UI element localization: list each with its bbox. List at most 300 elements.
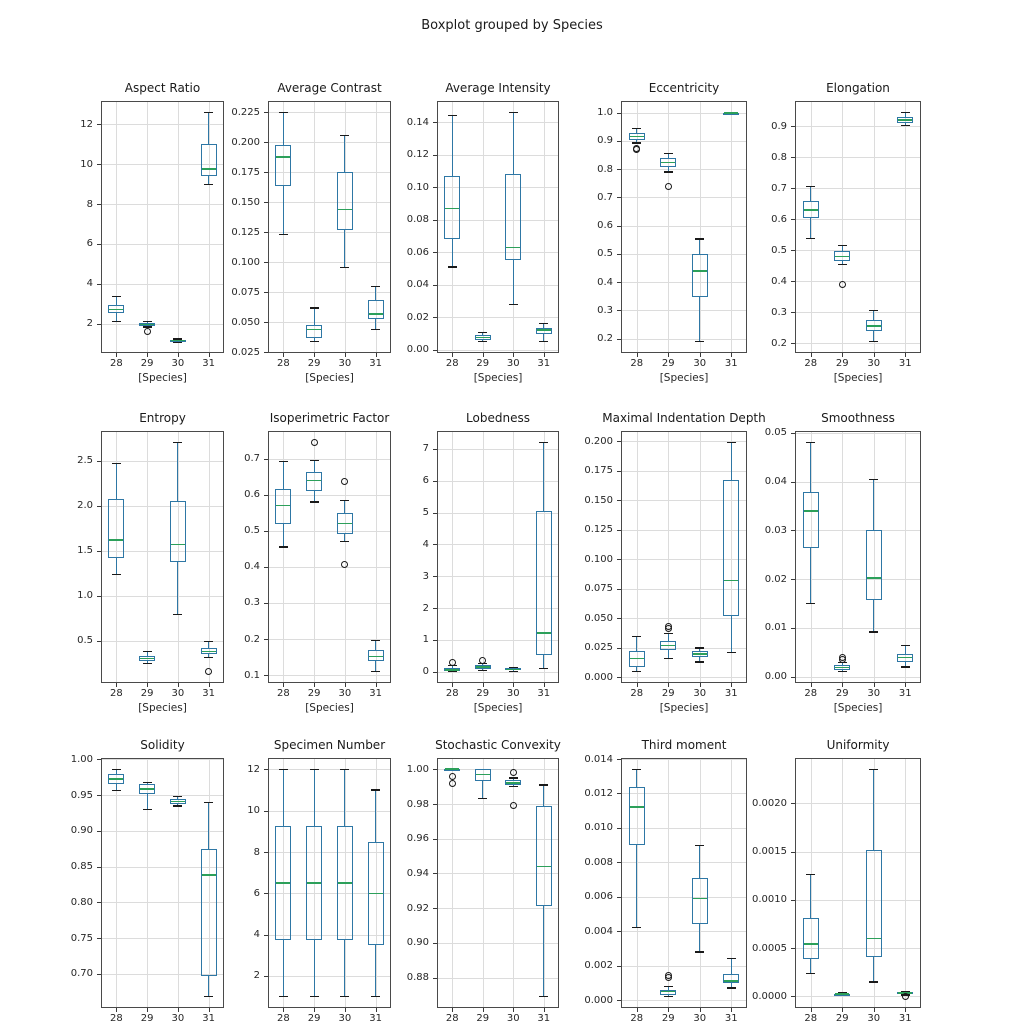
median-line: [804, 510, 818, 512]
whisker-cap: [664, 996, 673, 997]
whisker-cap: [539, 668, 548, 669]
whisker-cap: [478, 798, 487, 799]
whisker-cap: [371, 996, 380, 997]
y-tick-label: 0.8: [597, 163, 613, 175]
whisker-cap: [806, 186, 815, 187]
x-axis-label: [Species]: [473, 702, 523, 714]
whisker-cap: [279, 234, 288, 235]
whisker-line: [699, 924, 700, 952]
x-tick-label: 29: [307, 688, 321, 699]
box: [337, 172, 353, 230]
whisker-cap: [279, 996, 288, 997]
whisker-line: [375, 945, 376, 997]
x-tick-label: 31: [202, 688, 215, 699]
whisker-cap: [869, 341, 878, 342]
median-line: [369, 893, 383, 895]
box: [275, 489, 291, 523]
box: [108, 499, 124, 558]
x-tick-label: 30: [693, 1013, 707, 1024]
y-tick-label: 0.70: [70, 968, 93, 980]
x-tick-label: 30: [867, 1013, 881, 1024]
whisker-line: [873, 600, 874, 632]
median-line: [202, 874, 216, 876]
outlier-point: [449, 780, 456, 787]
median-line: [476, 337, 490, 339]
median-line: [202, 651, 216, 653]
median-line: [171, 340, 185, 342]
x-tick-label: 31: [537, 358, 551, 369]
whisker-cap: [448, 115, 457, 116]
whisker-line: [283, 769, 284, 826]
y-tick-label: 0.5: [77, 635, 93, 647]
whisker-cap: [632, 769, 641, 770]
y-tick-label: 6: [86, 238, 93, 250]
whisker-cap: [310, 769, 319, 770]
x-axis-label: [Species]: [659, 702, 709, 714]
median-line: [867, 577, 881, 579]
subplot-title: Smoothness: [821, 411, 895, 425]
box: [275, 145, 291, 186]
whisker-cap: [448, 671, 457, 672]
whisker-cap: [727, 987, 736, 988]
x-tick-label: 30: [171, 358, 185, 369]
outlier-point: [665, 183, 672, 190]
y-tick-label: 0.02: [406, 311, 429, 323]
y-tick-label: 0.85: [70, 861, 93, 873]
y-tick-label: 5: [422, 507, 429, 519]
y-tick-label: 0.98: [406, 798, 429, 810]
y-tick-label: 2: [253, 970, 260, 982]
whisker-cap: [632, 636, 641, 637]
y-tick-label: 6: [422, 475, 429, 487]
whisker-line: [375, 286, 376, 299]
y-tick-label: 0.3: [244, 597, 260, 609]
whisker-cap: [539, 442, 548, 443]
axes-frame: [795, 101, 921, 353]
median-line: [630, 136, 644, 138]
x-tick-label: 29: [661, 688, 675, 699]
whisker-cap: [340, 769, 349, 770]
x-tick-label: 30: [867, 358, 881, 369]
x-tick-label: 29: [476, 358, 490, 369]
y-tick-label: 0.4: [597, 276, 613, 288]
y-tick-label: 0.04: [764, 476, 787, 488]
x-tick-label: 30: [171, 1013, 185, 1024]
x-tick-label: 31: [202, 1013, 215, 1024]
whisker-line: [177, 562, 178, 614]
x-tick-label: 31: [898, 1013, 912, 1024]
whisker-cap: [632, 671, 641, 672]
y-tick-label: 0.050: [584, 612, 613, 624]
median-line: [804, 943, 818, 945]
whisker-cap: [279, 112, 288, 113]
whisker-line: [636, 845, 637, 928]
x-axis-label: [Species]: [305, 702, 354, 714]
whisker-line: [116, 558, 117, 574]
x-tick-label: 31: [537, 688, 551, 699]
y-tick-label: 0.14: [406, 116, 429, 128]
whisker-cap: [112, 321, 121, 322]
y-tick-label: 0.025: [584, 642, 613, 654]
y-tick-label: 0.12: [406, 149, 429, 161]
y-tick-label: 0.6: [771, 213, 787, 225]
subplot-title: Specimen Number: [273, 738, 386, 752]
whisker-cap: [695, 661, 704, 662]
whisker-line: [452, 239, 453, 267]
outlier-point: [341, 561, 348, 568]
whisker-cap: [632, 128, 641, 129]
axes-frame: [101, 101, 224, 353]
y-tick-label: 3: [422, 570, 429, 582]
x-tick-label: 31: [537, 1013, 551, 1024]
y-tick-label: 0.90: [70, 825, 93, 837]
y-tick-label: 0.5: [771, 244, 787, 256]
x-tick-label: 29: [307, 1013, 321, 1024]
whisker-cap: [869, 769, 878, 770]
whisker-cap: [279, 546, 288, 547]
median-line: [140, 788, 154, 790]
box: [803, 918, 819, 959]
whisker-cap: [869, 981, 878, 982]
whisker-cap: [112, 769, 121, 770]
y-tick-label: 0.004: [584, 925, 613, 937]
whisker-cap: [204, 657, 213, 658]
whisker-line: [810, 186, 811, 200]
whisker-cap: [695, 845, 704, 846]
whisker-cap: [806, 973, 815, 974]
y-tick-label: 0.75: [70, 932, 93, 944]
whisker-cap: [204, 184, 213, 185]
outlier-point: [341, 478, 348, 485]
y-tick-label: 0.7: [771, 182, 787, 194]
whisker-cap: [112, 790, 121, 791]
whisker-cap: [310, 460, 319, 461]
whisker-cap: [340, 267, 349, 268]
median-line: [661, 991, 675, 993]
whisker-line: [116, 297, 117, 306]
whisker-cap: [539, 323, 548, 324]
x-tick-label: 28: [630, 358, 644, 369]
y-tick-label: 0.150: [231, 196, 260, 208]
y-tick-label: 10: [247, 805, 260, 817]
y-tick-label: 0.010: [584, 822, 613, 834]
box: [306, 472, 322, 491]
whisker-line: [810, 548, 811, 603]
outlier-point: [449, 659, 456, 666]
x-tick-label: 30: [171, 688, 185, 699]
whisker-cap: [204, 996, 213, 997]
outlier-point: [510, 802, 517, 809]
whisker-line: [375, 790, 376, 842]
whisker-cap: [664, 658, 673, 659]
y-tick-label: 4: [253, 929, 260, 941]
whisker-cap: [695, 647, 704, 648]
outlier-point: [311, 439, 318, 446]
y-tick-label: 0.150: [584, 494, 613, 506]
whisker-line: [344, 230, 345, 267]
whisker-line: [668, 634, 669, 641]
whisker-cap: [664, 986, 673, 987]
median-line: [476, 666, 490, 668]
y-tick-label: 0.100: [584, 553, 613, 565]
y-tick-label: 6: [253, 887, 260, 899]
whisker-cap: [371, 329, 380, 330]
outlier-point: [902, 993, 909, 1000]
whisker-line: [810, 218, 811, 239]
whisker-cap: [478, 332, 487, 333]
median-line: [693, 653, 707, 655]
box: [692, 878, 708, 924]
box: [306, 325, 322, 338]
median-line: [537, 329, 551, 331]
median-line: [307, 329, 321, 331]
whisker-cap: [727, 442, 736, 443]
y-tick-label: 0.7: [597, 191, 613, 203]
y-tick-label: 0.5: [244, 525, 260, 537]
subplot-title: Lobedness: [466, 411, 530, 425]
whisker-cap: [478, 670, 487, 671]
y-tick-label: 4: [86, 278, 93, 290]
subplot-title: Uniformity: [826, 738, 890, 752]
x-axis-label: [Species]: [305, 372, 354, 384]
whisker-cap: [173, 796, 182, 797]
y-tick-label: 12: [80, 118, 93, 130]
median-line: [661, 162, 675, 164]
whisker-cap: [509, 786, 518, 787]
y-tick-label: 0.002: [584, 960, 613, 972]
box: [866, 850, 882, 957]
x-tick-label: 28: [277, 688, 290, 699]
whisker-line: [177, 443, 178, 502]
y-tick-label: 0.00: [406, 344, 429, 356]
x-axis-label: [Species]: [138, 702, 187, 714]
x-tick-label: 30: [338, 358, 352, 369]
whisker-cap: [632, 927, 641, 928]
whisker-cap: [901, 666, 910, 667]
whisker-line: [452, 116, 453, 176]
x-axis-label: [Species]: [833, 702, 883, 714]
y-tick-label: 0.90: [406, 937, 429, 949]
whisker-line: [513, 112, 514, 174]
y-tick-label: 0.9: [597, 135, 613, 147]
y-tick-label: 0.025: [231, 346, 260, 358]
x-tick-label: 29: [661, 1013, 675, 1024]
y-tick-label: 0.200: [231, 136, 260, 148]
whisker-line: [905, 645, 906, 654]
whisker-cap: [143, 809, 152, 810]
whisker-cap: [806, 238, 815, 239]
y-tick-label: 0.1: [244, 669, 260, 681]
x-tick-label: 28: [445, 358, 459, 369]
x-tick-label: 31: [724, 1013, 738, 1024]
outlier-point: [479, 657, 486, 664]
y-tick-label: 8: [253, 846, 260, 858]
box: [475, 769, 491, 781]
box: [803, 492, 819, 548]
y-tick-label: 0.075: [584, 583, 613, 595]
y-tick-label: 0.006: [584, 891, 613, 903]
median-line: [835, 667, 849, 669]
y-tick-label: 0.2: [244, 633, 260, 645]
whisker-cap: [173, 614, 182, 615]
whisker-cap: [173, 442, 182, 443]
median-line: [276, 156, 290, 158]
whisker-cap: [509, 777, 518, 778]
x-tick-label: 29: [476, 688, 490, 699]
x-tick-label: 28: [110, 358, 123, 369]
whisker-line: [699, 845, 700, 878]
median-line: [445, 768, 459, 770]
whisker-line: [375, 319, 376, 330]
y-tick-label: 0.7: [244, 453, 260, 465]
x-tick-label: 29: [140, 688, 154, 699]
y-tick-label: 2: [86, 318, 93, 330]
x-tick-label: 29: [835, 358, 849, 369]
whisker-line: [873, 331, 874, 342]
whisker-line: [810, 443, 811, 493]
whisker-cap: [310, 501, 319, 502]
whisker-line: [344, 500, 345, 513]
box: [201, 849, 217, 976]
y-tick-label: 0.80: [70, 896, 93, 908]
whisker-cap: [478, 341, 487, 342]
whisker-line: [513, 260, 514, 304]
y-tick-label: 0.10: [406, 181, 429, 193]
median-line: [445, 208, 459, 210]
whisker-line: [810, 959, 811, 973]
whisker-cap: [371, 789, 380, 790]
subplot-title: Average Intensity: [445, 81, 551, 95]
whisker-cap: [695, 951, 704, 952]
median-line: [338, 882, 352, 884]
whisker-cap: [509, 671, 518, 672]
whisker-line: [283, 524, 284, 547]
x-tick-label: 31: [724, 688, 738, 699]
subplot-title: Stochastic Convexity: [435, 738, 561, 752]
whisker-cap: [340, 541, 349, 542]
whisker-cap: [869, 631, 878, 632]
whisker-line: [543, 785, 544, 806]
subplot-title: Solidity: [140, 738, 185, 752]
whisker-line: [314, 308, 315, 325]
y-tick-label: 0.0005: [752, 942, 787, 954]
box: [723, 480, 739, 616]
whisker-cap: [310, 341, 319, 342]
x-tick-label: 30: [693, 358, 707, 369]
outlier-point: [665, 623, 672, 630]
y-tick-label: 0.050: [231, 316, 260, 328]
whisker-line: [873, 957, 874, 982]
whisker-cap: [143, 321, 152, 322]
whisker-cap: [869, 310, 878, 311]
x-tick-label: 30: [506, 688, 520, 699]
whisker-cap: [901, 112, 910, 113]
whisker-line: [283, 112, 284, 144]
whisker-cap: [173, 805, 182, 806]
y-tick-label: 0.3: [771, 306, 787, 318]
median-line: [307, 480, 321, 482]
y-tick-label: 0.05: [764, 427, 787, 439]
whisker-line: [699, 239, 700, 255]
x-tick-label: 29: [140, 1013, 154, 1024]
y-tick-label: 0.03: [764, 524, 787, 536]
whisker-cap: [539, 784, 548, 785]
x-tick-label: 29: [835, 1013, 849, 1024]
y-tick-label: 12: [247, 763, 260, 775]
box: [866, 530, 882, 599]
y-tick-label: 0.0020: [752, 797, 787, 809]
subplot-title: Average Contrast: [277, 81, 382, 95]
y-tick-label: 2: [422, 602, 429, 614]
y-tick-label: 0.0000: [752, 990, 787, 1002]
median-line: [537, 866, 551, 868]
y-tick-label: 0.0015: [752, 846, 787, 858]
x-tick-label: 28: [445, 1013, 459, 1024]
median-line: [724, 980, 738, 982]
y-tick-label: 0.125: [231, 226, 260, 238]
whisker-cap: [838, 245, 847, 246]
median-line: [171, 801, 185, 803]
x-tick-label: 28: [804, 688, 818, 699]
whisker-line: [283, 186, 284, 235]
x-tick-label: 28: [277, 358, 290, 369]
subplot-title: Maximal Indentation Depth: [602, 411, 766, 425]
x-tick-label: 29: [835, 688, 849, 699]
whisker-cap: [727, 652, 736, 653]
whisker-line: [543, 442, 544, 510]
whisker-line: [344, 769, 345, 826]
x-tick-label: 30: [693, 688, 707, 699]
median-line: [109, 778, 123, 780]
whisker-cap: [901, 125, 910, 126]
whisker-cap: [664, 153, 673, 154]
whisker-line: [116, 463, 117, 499]
y-tick-label: 0.06: [406, 246, 429, 258]
whisker-line: [873, 770, 874, 850]
whisker-line: [873, 479, 874, 530]
y-tick-label: 0.008: [584, 856, 613, 868]
whisker-cap: [695, 341, 704, 342]
outlier-point: [839, 281, 846, 288]
whisker-line: [344, 940, 345, 997]
whisker-cap: [664, 633, 673, 634]
whisker-line: [731, 442, 732, 480]
whisker-line: [636, 769, 637, 786]
median-line: [506, 669, 520, 671]
whisker-cap: [204, 802, 213, 803]
x-axis-label: [Species]: [473, 372, 523, 384]
x-tick-label: 31: [724, 358, 738, 369]
median-line: [724, 112, 738, 114]
whisker-cap: [340, 996, 349, 997]
whisker-line: [344, 135, 345, 172]
whisker-cap: [509, 304, 518, 305]
median-line: [276, 882, 290, 884]
whisker-line: [314, 460, 315, 472]
whisker-cap: [448, 266, 457, 267]
x-tick-label: 28: [277, 1013, 290, 1024]
x-tick-label: 31: [369, 688, 382, 699]
x-tick-label: 29: [307, 358, 321, 369]
figure-title: Boxplot grouped by Species: [421, 18, 603, 33]
whisker-cap: [695, 238, 704, 239]
median-line: [898, 119, 912, 121]
whisker-cap: [143, 663, 152, 664]
whisker-cap: [279, 769, 288, 770]
y-tick-label: 0.95: [70, 789, 93, 801]
y-tick-label: 1.00: [406, 763, 429, 775]
median-line: [537, 632, 551, 634]
